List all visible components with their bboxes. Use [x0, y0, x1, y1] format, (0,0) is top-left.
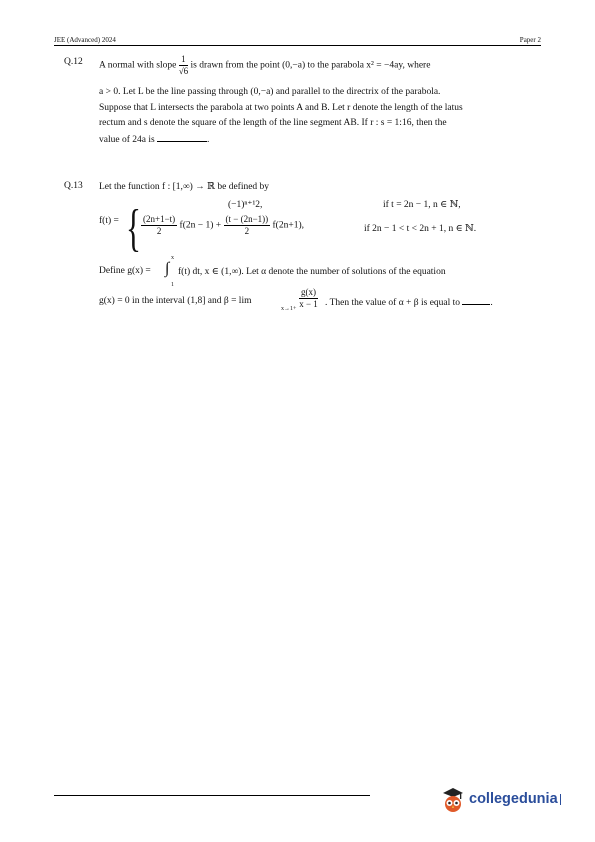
q12-line-1 [99, 55, 430, 76]
piecewise-brace: { [125, 200, 141, 257]
case2-numerator-1: (2n+1−t) [143, 214, 176, 224]
question-12-number: Q.12 [64, 57, 83, 67]
integral-sign: ∫ [165, 260, 170, 277]
q12-line-1-start: A normal with slope [99, 60, 177, 71]
slope-numerator: 1 [181, 54, 186, 64]
integral-upper-limit: x [171, 255, 174, 261]
integral-lower-limit: 1 [171, 282, 174, 288]
case1-condition: if t = 2n − 1, n ∈ ℕ, [383, 200, 461, 210]
footer-divider [54, 795, 370, 796]
f-label: f(t) = [99, 216, 119, 226]
q12-line-2: a > 0. Let L be the line passing through (0,−a) and parallel to the directrix of the parabola. [99, 87, 441, 97]
logo-bar [560, 794, 562, 805]
logo-text: collegedunia [469, 791, 558, 807]
slope-fraction [179, 55, 188, 76]
q12-line-5 [99, 133, 209, 145]
header-paper-label: Paper 2 [519, 36, 541, 44]
collegedunia-logo [440, 785, 561, 813]
limit-fraction-inner [299, 288, 318, 309]
case2-tail: f(2n+1), [272, 220, 304, 231]
q13-last-line-start: g(x) = 0 in the interval (1,8] and β = lim [99, 296, 252, 306]
question-13-number: Q.13 [64, 181, 83, 191]
q13-answer-blank [462, 296, 490, 305]
q13-last-line-end [325, 296, 493, 308]
q13-last-line-end-text: . Then the value of α + β is equal to [325, 298, 461, 308]
limit-numerator: g(x) [301, 287, 316, 297]
q12-line-4: rectum and s denote the square of the length of the line segment AB. If r : s = 1:16, then the [99, 118, 447, 128]
case2-expression [141, 215, 304, 236]
q12-line-1-end: is drawn from the point (0,−a) to the parabola x² = −4ay, where [190, 60, 431, 71]
q12-end-period: . [207, 135, 210, 145]
slope-denominator: √6 [178, 66, 189, 76]
case2-denominator-1: 2 [156, 226, 162, 236]
case2-numerator-2: (t − (2n−1)) [225, 214, 269, 224]
q12-line-5-text: value of 24a is [99, 135, 155, 145]
limit-subscript: x→1+ [281, 306, 297, 312]
graduate-owl-icon [440, 785, 466, 813]
header-divider [54, 45, 541, 46]
define-g-start: Define g(x) = [99, 266, 151, 276]
limit-fraction [299, 288, 318, 309]
case2-fraction-2 [224, 215, 271, 236]
case2-middle: f(2n − 1) + [179, 220, 222, 231]
case2-fraction-1 [141, 215, 177, 236]
q13-end-period: . [490, 298, 493, 308]
case1-expression: (−1)ⁿ⁺¹2, [228, 200, 263, 210]
case2-condition: if 2n − 1 < t < 2n + 1, n ∈ ℕ. [364, 224, 477, 234]
q12-answer-blank [157, 133, 207, 142]
q13-intro: Let the function f : [1,∞) → ℝ be defined by [99, 182, 270, 192]
define-g-rest: f(t) dt, x ∈ (1,∞). Let α denote the number of solutions of the equation [178, 267, 446, 277]
header-exam-title: JEE (Advanced) 2024 [54, 36, 116, 44]
case2-denominator-2: 2 [244, 226, 250, 236]
q12-line-3: Suppose that L intersects the parabola at two points A and B. Let r denote the length of the latus [99, 103, 463, 113]
limit-denominator: x − 1 [299, 299, 318, 309]
